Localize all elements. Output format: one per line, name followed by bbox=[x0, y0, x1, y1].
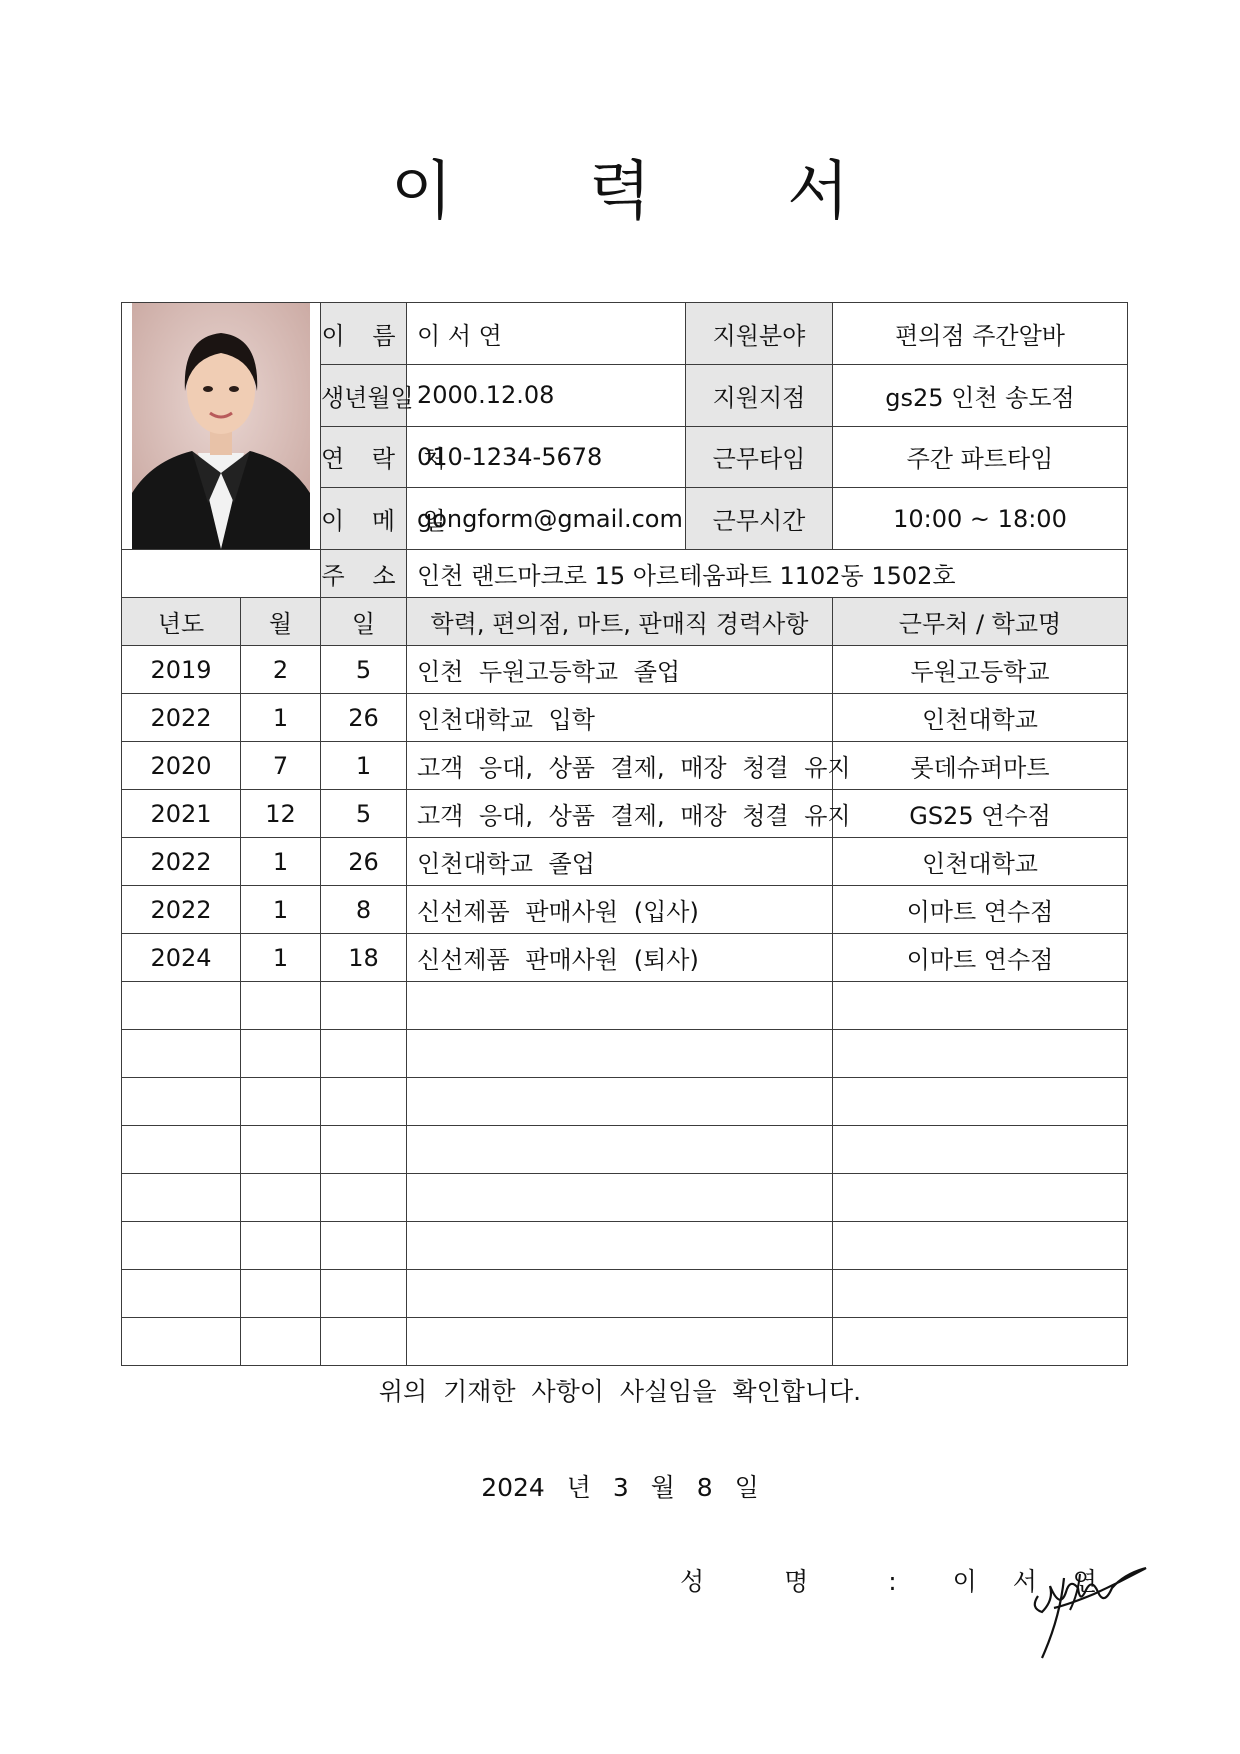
history-row bbox=[122, 1174, 1128, 1222]
worktime-label: 근무시간 bbox=[686, 488, 833, 550]
year-cell bbox=[122, 1270, 241, 1318]
history-row bbox=[122, 1270, 1128, 1318]
month-cell: 2 bbox=[241, 646, 321, 694]
month-cell bbox=[241, 1174, 321, 1222]
day-cell bbox=[321, 1126, 407, 1174]
day-cell: 26 bbox=[321, 694, 407, 742]
workplace-cell bbox=[833, 982, 1128, 1030]
description-cell bbox=[407, 1270, 833, 1318]
month-cell: 12 bbox=[241, 790, 321, 838]
history-row bbox=[122, 934, 1128, 982]
year-cell: 2024 bbox=[122, 934, 241, 982]
history-row bbox=[122, 1318, 1128, 1366]
day-cell: 5 bbox=[321, 646, 407, 694]
address-value: 인천 랜드마크로 15 아르테움파트 1102동 1502호 bbox=[407, 550, 1128, 598]
document-title: 이 력 서 bbox=[390, 155, 908, 229]
birth-value: 2000.12.08 bbox=[407, 364, 686, 426]
year-cell bbox=[122, 1030, 241, 1078]
description-cell: 고객 응대, 상품 결제, 매장 청결 유지 bbox=[407, 790, 833, 838]
day-cell bbox=[321, 1174, 407, 1222]
signature-label: 성 명 : bbox=[680, 1567, 933, 1596]
resume-table bbox=[121, 302, 1128, 1366]
branch-label: 지원지점 bbox=[686, 364, 833, 426]
confirmation-statement: 위의 기재한 사항이 사실임을 확인합니다. bbox=[378, 1377, 862, 1406]
header-description: 학력, 편의점, 마트, 판매직 경력사항 bbox=[407, 598, 833, 646]
day-cell bbox=[321, 1078, 407, 1126]
workplace-cell: 두원고등학교 bbox=[833, 646, 1128, 694]
description-cell bbox=[407, 1318, 833, 1366]
month-cell: 1 bbox=[241, 838, 321, 886]
history-row bbox=[122, 1078, 1128, 1126]
name-value: 이 서 연 bbox=[407, 303, 686, 365]
year-cell: 2021 bbox=[122, 790, 241, 838]
year-cell bbox=[122, 1126, 241, 1174]
year-cell: 2022 bbox=[122, 838, 241, 886]
day-cell bbox=[321, 982, 407, 1030]
history-header-row bbox=[122, 598, 1128, 646]
year-cell bbox=[122, 1222, 241, 1270]
description-cell: 인천대학교 입학 bbox=[407, 694, 833, 742]
year-cell: 2022 bbox=[122, 886, 241, 934]
day-cell: 5 bbox=[321, 790, 407, 838]
workplace-cell: 인천대학교 bbox=[833, 838, 1128, 886]
birth-label: 생년월일 bbox=[321, 364, 407, 426]
history-row bbox=[122, 790, 1128, 838]
month-cell bbox=[241, 1318, 321, 1366]
year-cell: 2019 bbox=[122, 646, 241, 694]
day-cell: 8 bbox=[321, 886, 407, 934]
worktype-label: 근무타임 bbox=[686, 426, 833, 488]
day-cell bbox=[321, 1318, 407, 1366]
field-value: 편의점 주간알바 bbox=[833, 303, 1128, 365]
day-cell: 26 bbox=[321, 838, 407, 886]
workplace-cell bbox=[833, 1174, 1128, 1222]
history-row bbox=[122, 1126, 1128, 1174]
photo-cell bbox=[122, 303, 321, 550]
document-date: 2024 년 3 월 8 일 bbox=[481, 1473, 759, 1502]
description-cell bbox=[407, 1078, 833, 1126]
workplace-cell: 롯데슈퍼마트 bbox=[833, 742, 1128, 790]
description-cell bbox=[407, 982, 833, 1030]
workplace-cell bbox=[833, 1270, 1128, 1318]
header-year: 년도 bbox=[122, 598, 241, 646]
year-cell: 2020 bbox=[122, 742, 241, 790]
history-row bbox=[122, 1222, 1128, 1270]
day-cell bbox=[321, 1270, 407, 1318]
history-row bbox=[122, 838, 1128, 886]
email-label: 이 메 일 bbox=[321, 488, 407, 550]
profile-photo bbox=[132, 303, 310, 549]
year-cell bbox=[122, 1318, 241, 1366]
signature-name: 이 서 연 bbox=[952, 1567, 1111, 1596]
profile-section bbox=[122, 303, 1128, 598]
month-cell bbox=[241, 1222, 321, 1270]
month-cell: 1 bbox=[241, 886, 321, 934]
history-row bbox=[122, 886, 1128, 934]
history-section bbox=[122, 598, 1128, 1366]
description-cell bbox=[407, 1126, 833, 1174]
year-cell: 2022 bbox=[122, 694, 241, 742]
month-cell bbox=[241, 1030, 321, 1078]
month-cell bbox=[241, 982, 321, 1030]
year-cell bbox=[122, 1078, 241, 1126]
field-label: 지원분야 bbox=[686, 303, 833, 365]
history-row bbox=[122, 1030, 1128, 1078]
contact-value: 010-1234-5678 bbox=[407, 426, 686, 488]
description-cell bbox=[407, 1030, 833, 1078]
history-row bbox=[122, 742, 1128, 790]
name-label: 이 름 bbox=[321, 303, 407, 365]
header-month: 월 bbox=[241, 598, 321, 646]
workplace-cell: 이마트 연수점 bbox=[833, 934, 1128, 982]
workplace-cell bbox=[833, 1318, 1128, 1366]
month-cell: 7 bbox=[241, 742, 321, 790]
month-cell: 1 bbox=[241, 934, 321, 982]
description-cell bbox=[407, 1174, 833, 1222]
header-day: 일 bbox=[321, 598, 407, 646]
workplace-cell: 인천대학교 bbox=[833, 694, 1128, 742]
photo-cell-bottom bbox=[122, 550, 321, 598]
description-cell: 신선제품 판매사원 (퇴사) bbox=[407, 934, 833, 982]
workplace-cell bbox=[833, 1222, 1128, 1270]
description-cell: 인천 두원고등학교 졸업 bbox=[407, 646, 833, 694]
history-row bbox=[122, 646, 1128, 694]
header-workplace: 근무처 / 학교명 bbox=[833, 598, 1128, 646]
description-cell: 신선제품 판매사원 (입사) bbox=[407, 886, 833, 934]
worktype-value: 주간 파트타임 bbox=[833, 426, 1128, 488]
email-value: gongform@gmail.com bbox=[407, 488, 686, 550]
history-row bbox=[122, 694, 1128, 742]
contact-label: 연 락 처 bbox=[321, 426, 407, 488]
month-cell: 1 bbox=[241, 694, 321, 742]
day-cell: 1 bbox=[321, 742, 407, 790]
workplace-cell bbox=[833, 1126, 1128, 1174]
description-cell: 고객 응대, 상품 결제, 매장 청결 유지 bbox=[407, 742, 833, 790]
workplace-cell bbox=[833, 1030, 1128, 1078]
workplace-cell: GS25 연수점 bbox=[833, 790, 1128, 838]
worktime-value: 10:00 ~ 18:00 bbox=[833, 488, 1128, 550]
description-cell bbox=[407, 1222, 833, 1270]
day-cell bbox=[321, 1030, 407, 1078]
year-cell bbox=[122, 982, 241, 1030]
year-cell bbox=[122, 1174, 241, 1222]
history-row bbox=[122, 982, 1128, 1030]
branch-value: gs25 인천 송도점 bbox=[833, 364, 1128, 426]
handwritten-signature bbox=[1020, 1548, 1150, 1658]
month-cell bbox=[241, 1126, 321, 1174]
description-cell: 인천대학교 졸업 bbox=[407, 838, 833, 886]
day-cell bbox=[321, 1222, 407, 1270]
workplace-cell: 이마트 연수점 bbox=[833, 886, 1128, 934]
workplace-cell bbox=[833, 1078, 1128, 1126]
month-cell bbox=[241, 1270, 321, 1318]
day-cell: 18 bbox=[321, 934, 407, 982]
address-label: 주 소 bbox=[321, 550, 407, 598]
month-cell bbox=[241, 1078, 321, 1126]
